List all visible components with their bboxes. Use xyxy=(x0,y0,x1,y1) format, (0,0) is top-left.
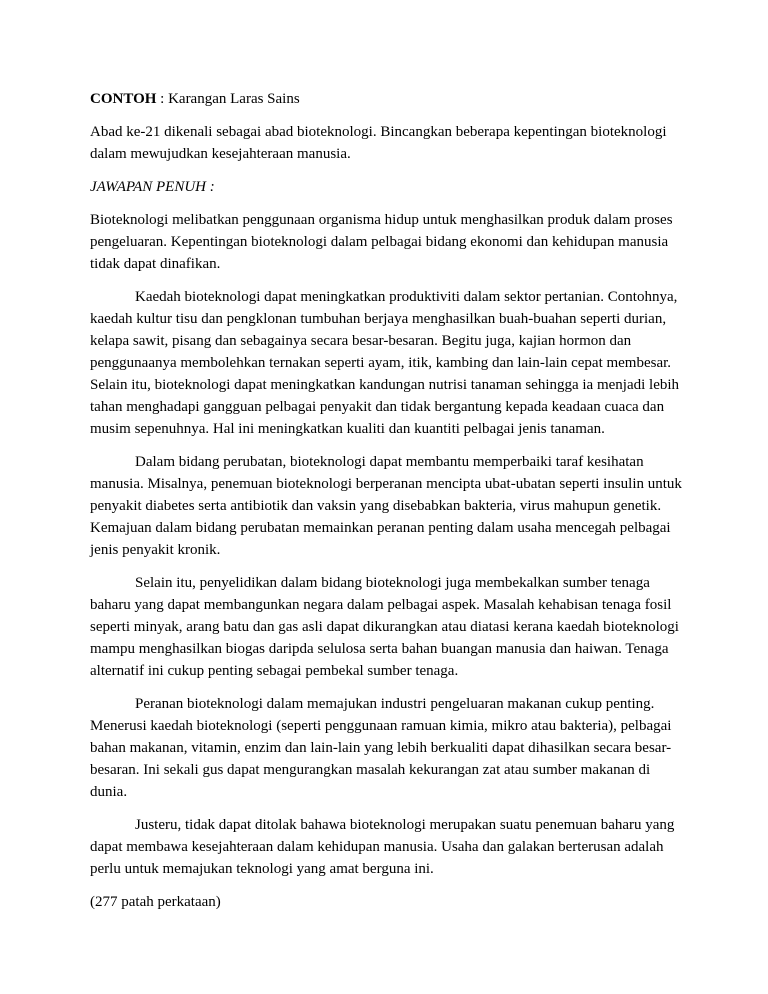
body-paragraph-medicine: Dalam bidang perubatan, bioteknologi dapat membantu memperbaiki taraf kesihatan manusia. Misalnya, penemuan bioteknologi berperanan mencipta ubat-ubatan seperti insulin untuk penyakit diabetes serta antibiotik dan vaksin yang disebabkan bakteria, virus mahupun genetik. Kemajuan dalam bidang perubatan memainkan peranan penting dalam usaha mencegah pelbagai jenis penyakit kronik. xyxy=(90,454,682,558)
answer-heading: JAWAPAN PENUH : xyxy=(90,179,215,195)
body-paragraph-agriculture: Kaedah bioteknologi dapat meningkatkan produktiviti dalam sektor pertanian. Contohnya, kaedah kultur tisu dan pengklonan tumbuhan berjaya menghasilkan buah-buahan seperti durian, kelapa sawit, pisang dan sebagainya secara besar-besaran. Begitu juga, kajian hormon dan penggunaanya membolehkan ternakan seperti ayam, itik, kambing dan lain-lain cepat membesar. Selain itu, bioteknologi dapat meningkatkan kandungan nutrisi tanaman sehingga ia menjadi lebih tahan menghadapi gangguan pelbagai penyakit dan tidak bergantung kepada keadaan cuaca dan musim sepenuhnya. Hal ini meningkatkan kualiti dan kuantiti pelbagai jenis tanaman. xyxy=(90,289,680,437)
body-paragraph-food-industry: Peranan bioteknologi dalam memajukan industri pengeluaran makanan cukup penting. Menerusi kaedah bioteknologi (seperti penggunaan ramuan kimia, mikro atau bakteria), pelbagai bahan makanan, vitamin, enzim dan lain-lain yang lebih berkualiti dapat dihasilkan secara besar-besaran. Ini sekali gus dapat mengurangkan masalah kekurangan zat atau sumber makanan di dunia. xyxy=(90,696,672,800)
word-count: (277 patah perkataan) xyxy=(90,894,221,910)
conclusion-paragraph: Justeru, tidak dapat ditolak bahawa bioteknologi merupakan suatu penemuan baharu yang dapat membawa kesejahteraan dalam kehidupan manusia. Usaha dan galakan berterusan adalah perlu untuk memajukan teknologi yang amat berguna ini. xyxy=(90,817,675,877)
heading-label: CONTOH xyxy=(90,91,157,107)
document-heading xyxy=(90,88,682,110)
intro-paragraph: Bioteknologi melibatkan penggunaan organisma hidup untuk menghasilkan produk dalam proses pengeluaran. Kepentingan bioteknologi dalam pelbagai bidang ekonomi dan kehidupan manusia tidak dapat dinafikan. xyxy=(90,212,673,272)
document-page xyxy=(90,88,682,924)
body-paragraph-energy: Selain itu, penyelidikan dalam bidang bioteknologi juga membekalkan sumber tenaga baharu yang dapat membangunkan negara dalam pelbagai aspek. Masalah kehabisan tenaga fosil seperti minyak, arang batu dan gas asli dapat dikurangkan atau diatasi kerana kaedah bioteknologi mampu menghasilkan biogas daripda selulosa serta bahan buangan manusia dan haiwan. Tenaga alternatif ini cukup penting sebagai pembekal sumber tenaga. xyxy=(90,575,679,679)
essay-question: Abad ke-21 dikenali sebagai abad bioteknologi. Bincangkan beberapa kepentingan bioteknologi dalam mewujudkan kesejahteraan manusia. xyxy=(90,124,667,162)
heading-subtitle: : Karangan Laras Sains xyxy=(156,91,300,107)
